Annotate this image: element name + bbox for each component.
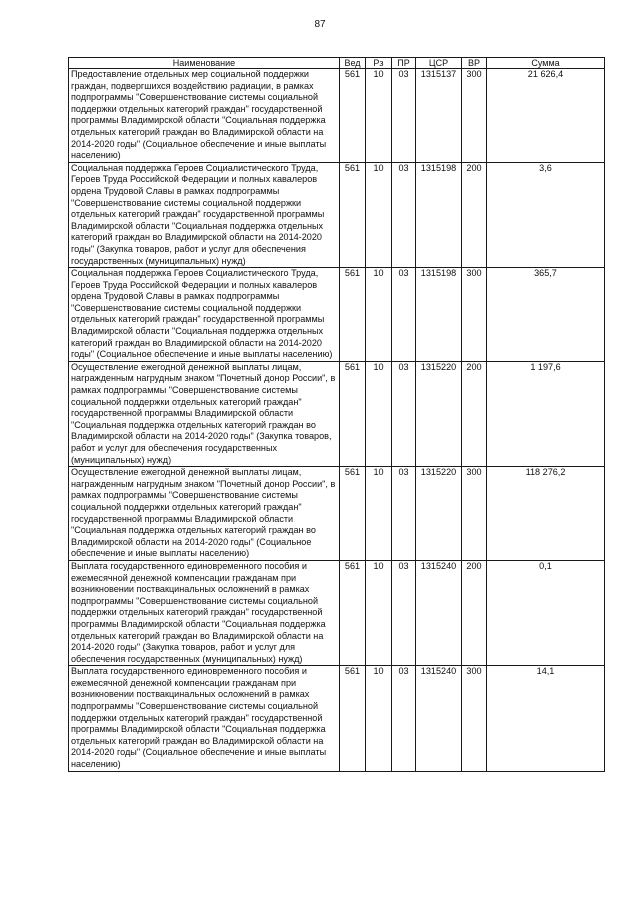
row-rz: 10 xyxy=(366,467,392,561)
row-sum: 1 197,6 xyxy=(487,361,605,466)
table-row xyxy=(69,666,605,771)
row-name: Выплата государственного единовременного пособия и ежемесячной денежной компенсации гражданам при возникновении поствакцинальных осложнений в рамках подпрограммы "Совершенствование системы социальной поддержки отдельных категорий граждан" государственной программы Владимирской области "Социальная поддержка отдельных категорий граждан во Владимирской области на 2014-2020 годы" (Закупка товаров, работ и услуг для обеспечения государственных (муниципальных) нужд) xyxy=(69,560,340,665)
row-ved: 561 xyxy=(340,467,366,561)
row-ved: 561 xyxy=(340,268,366,362)
row-sum: 14,1 xyxy=(487,666,605,771)
row-csr: 1315240 xyxy=(416,560,462,665)
table-row xyxy=(69,268,605,362)
row-sum: 21 626,4 xyxy=(487,69,605,163)
row-csr: 1315220 xyxy=(416,361,462,466)
row-name: Осуществление ежегодной денежной выплаты лицам, награжденным нагрудным знаком "Почетный донор России", в рамках подпрограммы "Совершенствование системы социальной поддержки отдельных категорий граждан" государственной программы Владимирской области "Социальная поддержка отдельных категорий граждан во Владимирской области на 2014-2020 годы" (Закупка товаров, работ и услуг для обеспечения государственных (муниципальных) нужд) xyxy=(69,361,340,466)
row-pr: 03 xyxy=(392,467,416,561)
row-sum: 3,6 xyxy=(487,162,605,267)
row-name: Предоставление отдельных мер социальной поддержки граждан, подвергшихся воздействию радиации, в рамках подпрограммы "Совершенствование системы социальной поддержки отдельных категорий граждан" государственной программы Владимирской области "Социальная поддержка отдельных категорий граждан во Владимирской области на 2014-2020 годы" (Социальное обеспечение и иные выплаты населению) xyxy=(69,69,340,163)
row-sum: 118 276,2 xyxy=(487,467,605,561)
row-pr: 03 xyxy=(392,162,416,267)
table-row xyxy=(69,162,605,267)
row-ved: 561 xyxy=(340,162,366,267)
header-rz: Рз xyxy=(366,58,392,69)
table-header-row xyxy=(69,58,605,69)
table-row xyxy=(69,69,605,163)
page-number: 87 xyxy=(314,19,326,30)
header-sum: Сумма xyxy=(487,58,605,69)
table-row xyxy=(69,467,605,561)
row-rz: 10 xyxy=(366,69,392,163)
row-ved: 561 xyxy=(340,560,366,665)
row-pr: 03 xyxy=(392,69,416,163)
header-pr: ПР xyxy=(392,58,416,69)
row-vr: 200 xyxy=(462,560,487,665)
row-rz: 10 xyxy=(366,560,392,665)
row-vr: 200 xyxy=(462,361,487,466)
row-csr: 1315198 xyxy=(416,268,462,362)
row-name: Социальная поддержка Героев Социалистического Труда, Героев Труда Российской Федерации и полных кавалеров ордена Трудовой Славы в рамках подпрограммы "Совершенствование системы социальной поддержки отдельных категорий граждан" государственной программы Владимирской области "Социальная поддержка отдельных категорий граждан во Владимирской области на 2014-2020 годы" (Закупка товаров, работ и услуг для обеспечения государственных (муниципальных) нужд) xyxy=(69,162,340,267)
row-pr: 03 xyxy=(392,666,416,771)
row-sum: 0,1 xyxy=(487,560,605,665)
row-vr: 300 xyxy=(462,666,487,771)
row-name: Осуществление ежегодной денежной выплаты лицам, награжденным нагрудным знаком "Почетный донор России", в рамках подпрограммы "Совершенствование системы социальной поддержки отдельных категорий граждан" государственной программы Владимирской области "Социальная поддержка отдельных категорий граждан во Владимирской области на 2014-2020 годы" (Социальное обеспечение и иные выплаты населению) xyxy=(69,467,340,561)
row-pr: 03 xyxy=(392,560,416,665)
row-csr: 1315240 xyxy=(416,666,462,771)
row-name: Выплата государственного единовременного пособия и ежемесячной денежной компенсации гражданам при возникновении поствакцинальных осложнений в рамках подпрограммы "Совершенствование системы социальной поддержки отдельных категорий граждан" государственной программы Владимирской области "Социальная поддержка отдельных категорий граждан во Владимирской области на 2014-2020 годы" (Социальное обеспечение и иные выплаты населению) xyxy=(69,666,340,771)
row-csr: 1315220 xyxy=(416,467,462,561)
header-name: Наименование xyxy=(69,58,340,69)
row-csr: 1315198 xyxy=(416,162,462,267)
header-vr: ВР xyxy=(462,58,487,69)
row-rz: 10 xyxy=(366,162,392,267)
row-ved: 561 xyxy=(340,666,366,771)
row-ved: 561 xyxy=(340,361,366,466)
row-pr: 03 xyxy=(392,268,416,362)
row-ved: 561 xyxy=(340,69,366,163)
budget-table xyxy=(68,57,605,772)
row-sum: 365,7 xyxy=(487,268,605,362)
row-rz: 10 xyxy=(366,666,392,771)
row-rz: 10 xyxy=(366,361,392,466)
row-pr: 03 xyxy=(392,361,416,466)
row-name: Социальная поддержка Героев Социалистического Труда, Героев Труда Российской Федерации и полных кавалеров ордена Трудовой Славы в рамках подпрограммы "Совершенствование системы социальной поддержки отдельных категорий граждан" государственной программы Владимирской области "Социальная поддержка отдельных категорий граждан во Владимирской области на 2014-2020 годы" (Социальное обеспечение и иные выплаты населению) xyxy=(69,268,340,362)
row-vr: 300 xyxy=(462,467,487,561)
row-csr: 1315137 xyxy=(416,69,462,163)
table-row xyxy=(69,361,605,466)
header-csr: ЦСР xyxy=(416,58,462,69)
row-vr: 200 xyxy=(462,162,487,267)
row-rz: 10 xyxy=(366,268,392,362)
header-ved: Вед xyxy=(340,58,366,69)
row-vr: 300 xyxy=(462,69,487,163)
row-vr: 300 xyxy=(462,268,487,362)
table-row xyxy=(69,560,605,665)
